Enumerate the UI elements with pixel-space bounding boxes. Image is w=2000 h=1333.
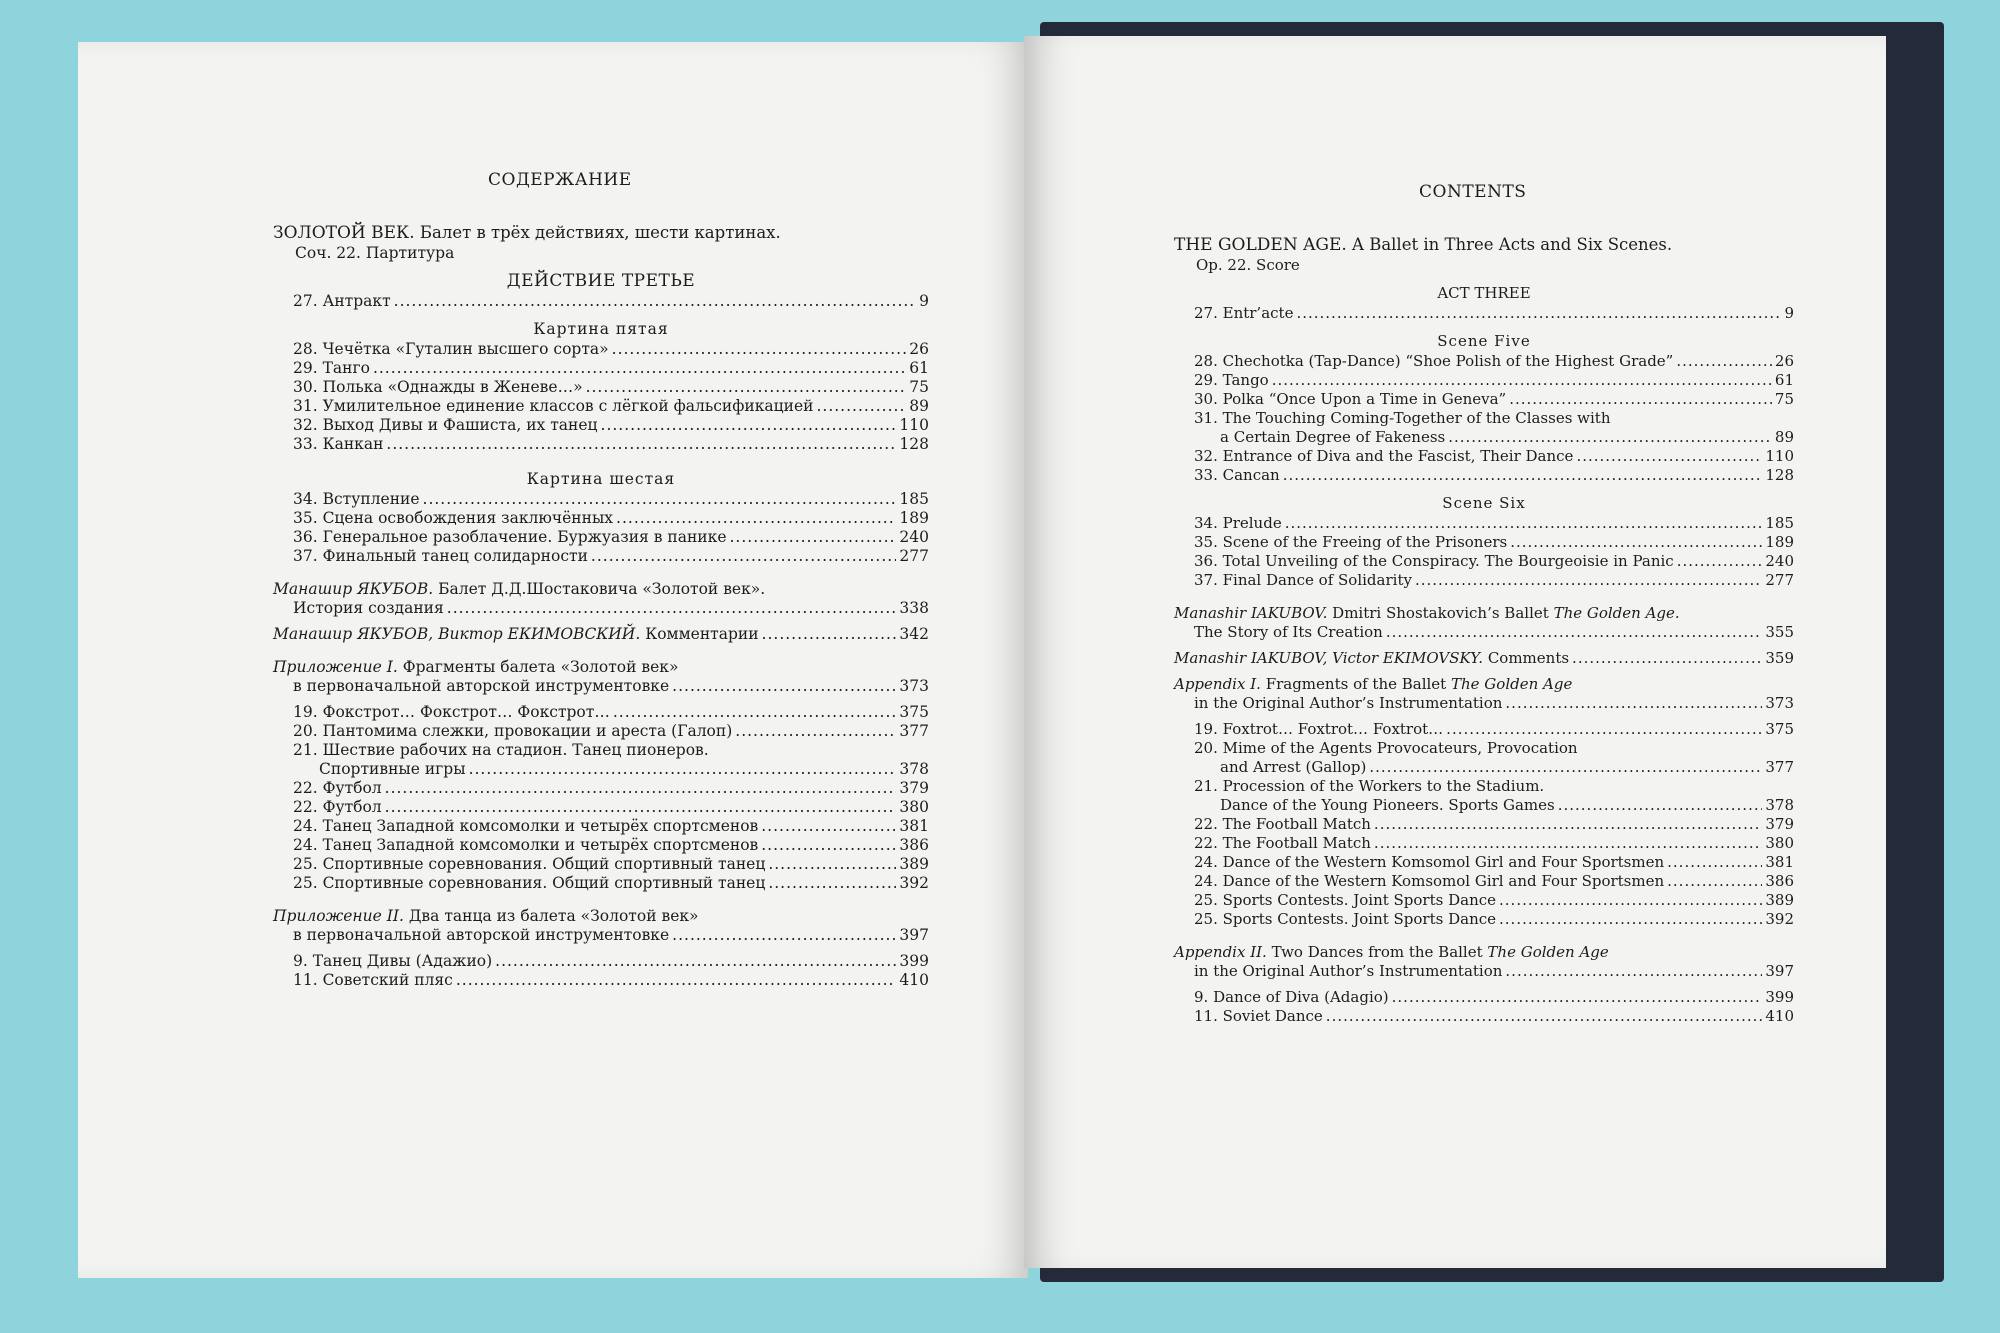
toc-entry[interactable]: Dance of the Young Pioneers. Sports Games ..... 378 bbox=[1194, 796, 1794, 815]
toc-entry[interactable]: 22. Футбол ..... 380 bbox=[293, 798, 929, 817]
toc-entry[interactable]: 32. Выход Дивы и Фашиста, их танец ..... 110 bbox=[293, 416, 929, 435]
toc-entry[interactable]: 24. Dance of the Western Komsomol Girl and Four Sportsmen ..... 386 bbox=[1194, 872, 1794, 891]
toc-entry[interactable]: 9. Танец Дивы (Адажио) ..... 399 bbox=[293, 952, 929, 971]
toc-entry[interactable]: 33. Cancan ..... 128 bbox=[1194, 466, 1794, 485]
toc-entry[interactable]: в первоначальной авторской инструментовке ..... 397 bbox=[273, 926, 929, 945]
toc-entry[interactable]: 24. Танец Западной комсомолки и четырёх спортсменов ..... 381 bbox=[293, 817, 929, 836]
right-scene6-heading: Scene Six bbox=[1442, 494, 1526, 512]
right-opus: Op. 22. Score bbox=[1196, 256, 1300, 274]
toc-entry[interactable]: 22. The Football Match ..... 380 bbox=[1194, 834, 1794, 853]
toc-entry-line: 21. Procession of the Workers to the Stadium. bbox=[1194, 777, 1545, 795]
left-appendix1-list bbox=[273, 703, 929, 893]
toc-entry[interactable]: 34. Prelude ..... 185 bbox=[1194, 514, 1794, 533]
toc-entry[interactable]: 37. Final Dance of Solidarity ..... 277 bbox=[1194, 571, 1794, 590]
toc-entry[interactable]: 32. Entrance of Diva and the Fascist, Their Dance ..... 110 bbox=[1194, 447, 1794, 466]
toc-entry[interactable]: 25. Sports Contests. Joint Sports Dance ..... 392 bbox=[1194, 910, 1794, 929]
toc-entry[interactable]: 11. Soviet Dance ..... 410 bbox=[1194, 1007, 1794, 1026]
right-appendix1-heading: Appendix I. Fragments of the Ballet The Golden Age bbox=[1174, 675, 1573, 693]
left-appendix2-list bbox=[273, 952, 929, 990]
right-toc-entries bbox=[1174, 234, 1794, 1026]
left-act-heading: ДЕЙСТВИЕ ТРЕТЬЕ bbox=[506, 271, 696, 291]
toc-entry[interactable]: 27. Entr’acte ..... 9 bbox=[1174, 304, 1794, 323]
toc-entry[interactable]: 35. Scene of the Freeing of the Prisoners ..... 189 bbox=[1194, 533, 1794, 552]
toc-entry[interactable]: 36. Total Unveiling of the Conspiracy. The Bourgeoisie in Panic ..... 240 bbox=[1194, 552, 1794, 571]
toc-entry[interactable]: 37. Финальный танец солидарности ..... 277 bbox=[293, 547, 929, 566]
right-act-heading: ACT THREE bbox=[1437, 284, 1531, 302]
toc-entry[interactable]: 22. The Football Match ..... 379 bbox=[1194, 815, 1794, 834]
toc-entry[interactable]: 24. Танец Западной комсомолки и четырёх спортсменов ..... 386 bbox=[293, 836, 929, 855]
left-appendix2-heading: Приложение II. Два танца из балета «Золотой век» bbox=[273, 907, 699, 925]
right-history-heading: Manashir IAKUBOV. Dmitri Shostakovich’s Ballet The Golden Age. bbox=[1174, 604, 1680, 622]
right-toc-title: CONTENTS bbox=[1419, 182, 1527, 202]
toc-entry[interactable]: 30. Polka “Once Upon a Time in Geneva” ..... 75 bbox=[1194, 390, 1794, 409]
right-work-title: THE GOLDEN AGE. A Ballet in Three Acts and Six Scenes. bbox=[1174, 235, 1673, 255]
toc-entry[interactable]: 33. Канкан ..... 128 bbox=[293, 435, 929, 454]
toc-entry[interactable]: 25. Спортивные соревнования. Общий спортивный танец ..... 389 bbox=[293, 855, 929, 874]
right-appendix1-list bbox=[1174, 720, 1794, 929]
left-appendix1-heading: Приложение I. Фрагменты балета «Золотой век» bbox=[273, 658, 679, 676]
toc-entry[interactable]: The Story of Its Creation ..... 355 bbox=[1174, 623, 1794, 642]
toc-entry[interactable]: 24. Dance of the Western Komsomol Girl and Four Sportsmen ..... 381 bbox=[1194, 853, 1794, 872]
right-appendix2-heading: Appendix II. Two Dances from the Ballet The Golden Age bbox=[1174, 943, 1609, 961]
toc-entry[interactable]: a Certain Degree of Fakeness ..... 89 bbox=[1194, 428, 1794, 447]
toc-entry[interactable]: 36. Генеральное разоблачение. Буржуазия в панике ..... 240 bbox=[293, 528, 929, 547]
left-scene5-list bbox=[273, 340, 929, 454]
toc-entry-line: 20. Mime of the Agents Provocateurs, Provocation bbox=[1194, 739, 1578, 757]
toc-entry[interactable]: История создания ..... 338 bbox=[273, 599, 929, 618]
toc-entry[interactable]: 29. Танго ..... 61 bbox=[293, 359, 929, 378]
right-appendix2-list bbox=[1174, 988, 1794, 1026]
left-work-title: ЗОЛОТОЙ ВЕК. Балет в трёх действиях, шести картинах. bbox=[273, 223, 781, 243]
left-scene6-list bbox=[273, 490, 929, 566]
toc-entry[interactable]: Манашир ЯКУБОВ, Виктор ЕКИМОВСКИЙ. Комментарии ..... 342 bbox=[273, 625, 929, 644]
toc-entry[interactable]: в первоначальной авторской инструментовке ..... 373 bbox=[273, 677, 929, 696]
toc-entry[interactable]: 28. Чечётка «Гуталин высшего сорта» ..... 26 bbox=[293, 340, 929, 359]
right-scene5-heading: Scene Five bbox=[1437, 332, 1531, 350]
toc-entry[interactable]: 20. Пантомима слежки, провокации и ареста (Галоп) ..... 377 bbox=[293, 722, 929, 741]
toc-entry[interactable]: 35. Сцена освобождения заключённых ..... 189 bbox=[293, 509, 929, 528]
left-scene6-heading: Картина шестая bbox=[526, 470, 676, 488]
toc-entry[interactable]: 9. Dance of Diva (Adagio) ..... 399 bbox=[1194, 988, 1794, 1007]
toc-entry[interactable]: 25. Sports Contests. Joint Sports Dance ..... 389 bbox=[1194, 891, 1794, 910]
toc-entry[interactable]: 28. Chechotka (Tap-Dance) “Shoe Polish of the Highest Grade” ..... 26 bbox=[1194, 352, 1794, 371]
right-scene6-list bbox=[1174, 514, 1794, 590]
toc-entry[interactable]: in the Original Author’s Instrumentation ..... 397 bbox=[1174, 962, 1794, 981]
toc-entry[interactable]: 30. Полька «Однажды в Женеве…» ..... 75 bbox=[293, 378, 929, 397]
toc-entry[interactable]: 34. Вступление ..... 185 bbox=[293, 490, 929, 509]
left-history-heading: Манашир ЯКУБОВ. Балет Д.Д.Шостаковича «Золотой век». bbox=[273, 580, 766, 598]
toc-entry[interactable]: 11. Советский пляс ..... 410 bbox=[293, 971, 929, 990]
toc-entry[interactable]: Manashir IAKUBOV, Victor EKIMOVSKY. Comments ..... 359 bbox=[1174, 649, 1794, 668]
left-toc-title: СОДЕРЖАНИЕ bbox=[488, 170, 632, 190]
toc-entry[interactable]: 31. Умилительное единение классов с лёгкой фальсификацией ..... 89 bbox=[293, 397, 929, 416]
toc-entry-line: 21. Шествие рабочих на стадион. Танец пионеров. bbox=[293, 741, 709, 759]
left-page bbox=[78, 42, 1028, 1278]
toc-entry[interactable]: Спортивные игры ..... 378 bbox=[293, 760, 929, 779]
toc-entry[interactable]: 29. Tango ..... 61 bbox=[1194, 371, 1794, 390]
left-scene5-heading: Картина пятая bbox=[533, 320, 669, 338]
toc-entry[interactable]: 19. Foxtrot… Foxtrot… Foxtrot… ..... 375 bbox=[1194, 720, 1794, 739]
toc-entry[interactable]: in the Original Author’s Instrumentation ..... 373 bbox=[1174, 694, 1794, 713]
toc-entry[interactable]: 25. Спортивные соревнования. Общий спортивный танец ..... 392 bbox=[293, 874, 929, 893]
toc-entry[interactable]: 19. Фокстрот… Фокстрот… Фокстрот… ..... 375 bbox=[293, 703, 929, 722]
toc-entry[interactable]: 27. Антракт ..... 9 bbox=[273, 292, 929, 311]
left-toc-entries bbox=[273, 222, 929, 990]
right-page bbox=[1024, 36, 1886, 1268]
toc-entry[interactable]: 22. Футбол ..... 379 bbox=[293, 779, 929, 798]
toc-entry[interactable]: and Arrest (Gallop) ..... 377 bbox=[1194, 758, 1794, 777]
right-scene5-list bbox=[1174, 352, 1794, 485]
left-opus: Соч. 22. Партитура bbox=[295, 244, 455, 262]
toc-entry-line: 31. The Touching Coming-Together of the Classes with bbox=[1194, 409, 1611, 427]
